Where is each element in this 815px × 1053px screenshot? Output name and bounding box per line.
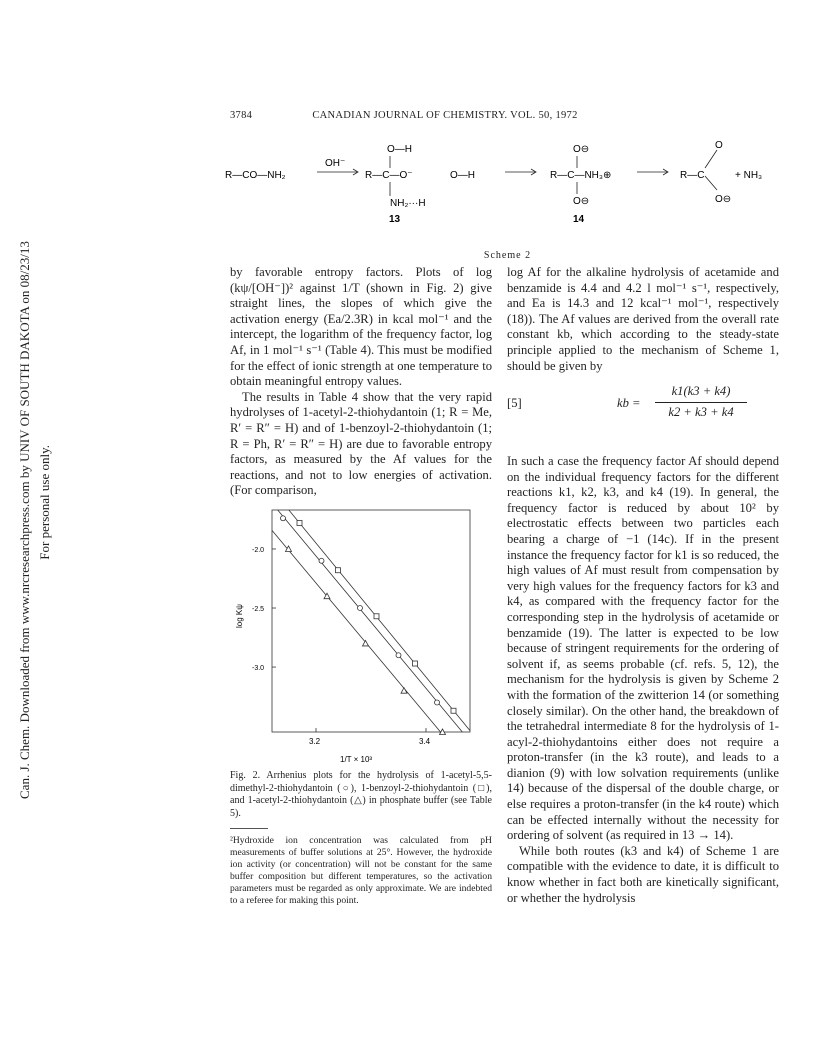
scheme-drawing: [225, 140, 785, 250]
plot-frame: [272, 510, 470, 732]
carboxylate-text: R—C: [680, 170, 705, 181]
zwitterion-14-bottom: O⊖: [573, 196, 590, 207]
point-circle: [358, 606, 363, 611]
y-axis-label: log Kψ: [235, 604, 244, 628]
equation-number: [5]: [507, 396, 522, 410]
x-tick-label-1: 3.4: [419, 737, 431, 746]
scheme-caption: Scheme 2: [483, 250, 532, 261]
reagent: OH⁻: [325, 158, 346, 169]
equation-lhs: kb =: [617, 396, 641, 410]
right-paragraph-2: In such a case the frequency factor Af should depend on the individual frequency factors for the different reactions k1, k2, k3, and k4 (19). In general, the frequency factor is reduced by about 10² by electrostatic effects between two particles each bearing a charge of −1 (14c). If in the present instance the frequency factor for k1 is so reduced, the high values of Af must result from compensation by very high values for the frequency factors for k3 and k4, as compared with the frequency factor for the corresponding step in the hydrolysis of acetamide or benzamide (19). The latter is expected to be low because of stringent requirements for the ordering of solvent if, as seems probable (cf. refs. 5, 12), the mechanism for the hydrolysis is given by Scheme 2 with the formation of the zwitterion 14 (or something closely similar). On the other hand, the breakdown of the tetrahedral intermediate 8 for the hydrolysis of 1-acyl-2-thiohydantoins either does not require a proton-transfer (in the k3 route), and leads to a dianion (9) with low solvation requirements (unlike 14) because of the dispersal of the double charge, or else requires a proton-transfer (in the k4 route) which can be effected internally without the necessity for ordering of solvent (as required in 13 → 14).: [507, 454, 779, 843]
page-number: 3784: [230, 110, 253, 121]
left-paragraph-1: by favorable entropy factors. Plots of log (kψ/[OH⁻])² against 1/T (shown in Fig. 2) give straight lines, the slopes of which give the activation energy (Ea/2.3R) in kcal mol⁻¹ and the intercept, the logarithm of the frequency factor, log Af, in 1 mol⁻¹ s⁻¹ (Table 4). This must be modified for the effect of ionic strength at one temperature to obtain meaningful entropy values.: [230, 265, 492, 389]
intermediate-13-amine: NH₂···H: [390, 198, 426, 209]
point-square: [297, 520, 302, 525]
figure-caption: Fig. 2. Arrhenius plots for the hydrolysis of 1-acetyl-5,5-dimethyl-2-thiohydantoin (○), 1-benzoyl-2-thiohydantoin (□), and 1-acetyl-2-thiohydantoin (△) in phosphate buffer (see Table 5).: [230, 770, 492, 819]
point-square: [374, 614, 379, 619]
fraction-bar: [655, 402, 747, 403]
fit-line-square: [289, 510, 470, 731]
zwitterion-14-top: O⊖: [573, 144, 590, 155]
footnote: ²Hydroxide ion concentration was calculated from pH measurements of buffer solutions at 25°. However, the hydroxide ion activity (or concentration) will not be constant for the same buffer composition but different temperatures, so the activation parameters must be regarded as only approximate. We are indebted to a referee for making this point.: [230, 835, 492, 906]
y-tick-label-2: -3.0: [252, 665, 265, 673]
reaction-scheme: [225, 140, 785, 260]
left-column: [230, 265, 492, 499]
intermediate-13-water: O—H: [450, 170, 475, 181]
fit-line-circle: [278, 510, 463, 732]
right-paragraph-3: While both routes (k3 and k4) of Scheme 1 are compatible with the evidence to date, it is difficult to know whether in fact both are kinetically significant, or whether the hydrolysis: [507, 843, 779, 905]
point-triangle: [286, 546, 292, 552]
chart-svg: [230, 500, 492, 770]
x-axis-label: 1/T × 10³: [340, 755, 373, 764]
download-notice: Can. J. Chem. Downloaded from www.nrcresearchpress.com by UNIV OF SOUTH DAKOTA on 08/23/13: [17, 241, 32, 799]
side-watermark: [4, 240, 64, 800]
arrhenius-chart: [230, 500, 492, 770]
equation-numerator: k1(k3 + k4): [671, 384, 731, 398]
intermediate-13-oxygen: O—H: [387, 144, 412, 155]
co-bond-2: [705, 176, 717, 190]
point-square: [451, 708, 456, 713]
right-column-top: [507, 265, 779, 374]
fit-line-triangle: [272, 530, 441, 732]
point-triangle: [363, 640, 369, 646]
y-tick-label-0: -2.0: [252, 546, 265, 554]
carboxylate-o-minus: O⊖: [715, 194, 732, 205]
label-13: 13: [389, 214, 401, 225]
point-circle: [319, 558, 324, 563]
point-circle: [396, 653, 401, 658]
point-square: [413, 661, 418, 666]
equation-5: [507, 380, 779, 440]
left-paragraph-2: The results in Table 4 show that the very rapid hydrolyses of 1-acetyl-2-thiohydantoin (1; R = Me, R′ = R″ = H) and of 1-benzoyl-2-thiohydantoin (1; R = Ph, R′ = R″ = H) are due to favorable entropy factors, as measured by the Af values for the reactions, and not to low energies of activation. (For comparison,: [230, 389, 492, 498]
intermediate-13-text: R—C—O⁻: [365, 170, 413, 181]
personal-use-notice: For personal use only.: [37, 445, 52, 560]
zwitterion-14-text: R—C—NH₃⊕: [550, 170, 612, 181]
point-square: [336, 568, 341, 573]
right-column-bottom: [507, 454, 779, 906]
journal-title: CANADIAN JOURNAL OF CHEMISTRY. VOL. 50, 1972: [312, 110, 578, 121]
ammonia: + NH₃: [735, 170, 763, 181]
equation-denominator: k2 + k3 + k4: [668, 405, 734, 419]
carboxylate-o: O: [715, 140, 723, 151]
point-circle: [435, 700, 440, 705]
reactant: R—CO—NH₂: [225, 170, 286, 181]
label-14: 14: [573, 214, 585, 225]
right-paragraph-1: log Af for the alkaline hydrolysis of acetamide and benzamide is 4.4 and 4.2 l mol⁻¹ s⁻¹, respectively, and Ea is 14.3 and 12 kcal⁻¹ mol⁻¹, respectively (18)). The Af values are derived from the overall rate constant kb, which according to the steady-state principle applied to the mechanism of Scheme 1, should be given by: [507, 265, 779, 373]
y-tick-label-1: -2.5: [252, 606, 265, 614]
co-bond: [705, 150, 717, 168]
point-circle: [281, 516, 286, 521]
x-tick-label-0: 3.2: [309, 737, 321, 746]
footnote-rule: [230, 828, 268, 829]
